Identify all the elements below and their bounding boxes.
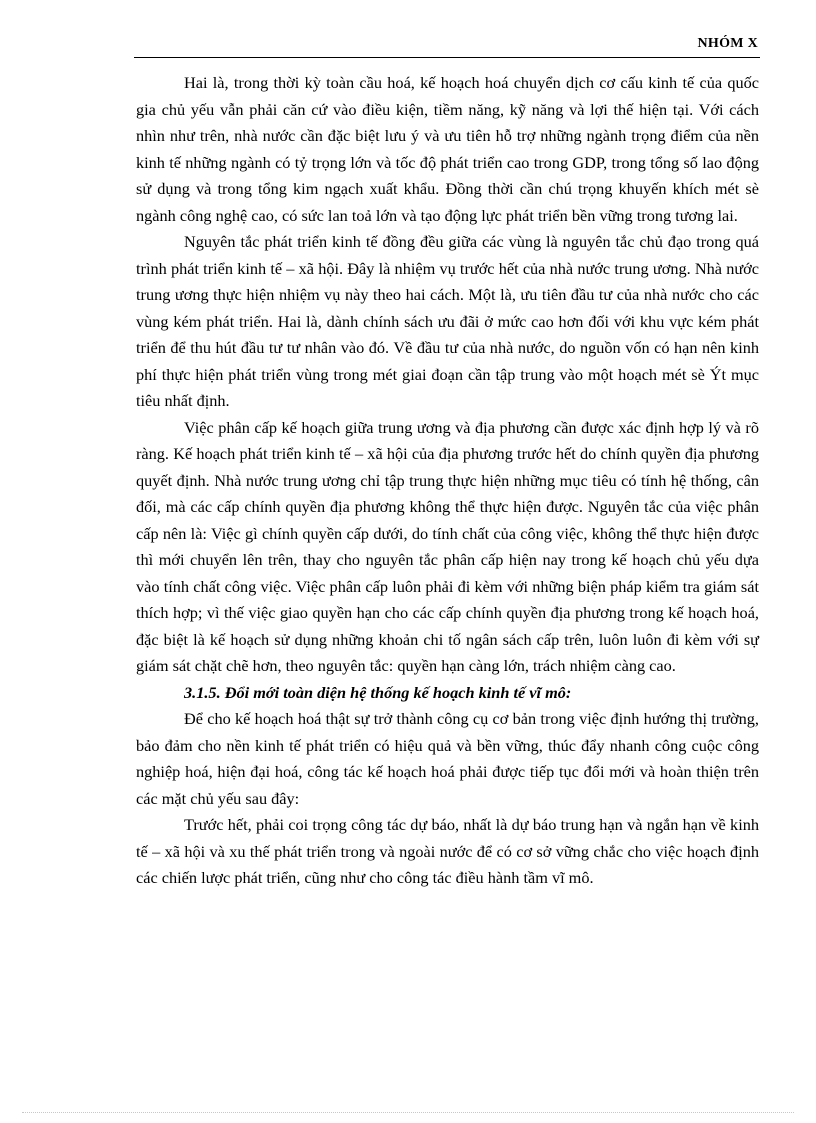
section-heading: 3.1.5. Đổi mới toàn diện hệ thống kế hoạch kinh tế vĩ mô: — [184, 682, 572, 702]
paragraph-4: Để cho kế hoạch hoá thật sự trở thành công cụ cơ bản trong việc định hướng thị trường, bảo đảm cho nền kinh tế phát triển có hiệu quả và bền vững, thúc đẩy nhanh công cuộc công nghiệp hoá, hiện đại hoá, công tác kế hoạch hoá phải được tiếp tục đổi mới và hoàn thiện trên các mặt chủ yếu sau đây: — [136, 709, 759, 808]
document-body — [136, 70, 759, 892]
paragraph-2: Nguyên tắc phát triển kinh tế đồng đều giữa các vùng là nguyên tắc chủ đạo trong quá trình phát triển kinh tế – xã hội. Đây là nhiệm vụ trước hết của nhà nước trung ương. Nhà nước trung ương thực hiện nhiệm vụ này theo hai cách. Một là, ưu tiên đầu tư của nhà nước cho các vùng kém phát triển. Hai là, dành chính sách ưu đãi ở mức cao hơn đối với khu vực kém phát triển để thu hút đầu tư tư nhân vào đó. Về đầu tư của nhà nước, do nguồn vốn có hạn nên kinh phí thực hiện phát triển vùng trong mét giai đoạn cần tập trung vào một hoạch mét sè Ýt mục tiêu nhất định. — [136, 232, 759, 410]
paragraph-5: Trước hết, phải coi trọng công tác dự báo, nhất là dự báo trung hạn và ngắn hạn về kinh tế – xã hội và xu thế phát triển trong và ngoài nước để có cơ sở vững chắc cho việc hoạch định các chiến lược phát triển, cũng như cho công tác điều hành tầm vĩ mô. — [136, 815, 759, 887]
paragraph-1: Hai là, trong thời kỳ toàn cầu hoá, kế hoạch hoá chuyển dịch cơ cấu kinh tế của quốc gia chủ yếu vẫn phải căn cứ vào điều kiện, tiềm năng, kỹ năng và lợi thế hiện tại. Với cách nhìn như trên, nhà nước cần đặc biệt lưu ý và ưu tiên hỗ trợ những ngành trọng điểm của nền kinh tế những ngành có tỷ trọng lớn và tốc độ phát triển cao trong GDP, trong tổng số lao động sử dụng và trong tổng kim ngạch xuất khẩu. Đồng thời cần chú trọng khuyến khích mét sè ngành công nghệ cao, có sức lan toả lớn và tạo động lực phát triển bền vững trong tương lai. — [136, 73, 759, 225]
paragraph-3: Việc phân cấp kế hoạch giữa trung ương và địa phương cần được xác định hợp lý và rõ ràng. Kế hoạch phát triển kinh tế – xã hội của địa phương trước hết do chính quyền địa phương quyết định. Nhà nước trung ương chỉ tập trung thực hiện những mục tiêu có tính hệ thống, cân đối, mà các cấp chính quyền địa phương không thể thực hiện được. Nguyên tắc của việc phân cấp nên là: Việc gì chính quyền cấp dưới, do tính chất của công việc, không thể thực hiện được thì mới chuyển lên trên, thay cho nguyên tắc phân cấp hiện nay trong kế hoạch chủ yếu dựa vào tính chất công việc. Việc phân cấp luôn phải đi kèm với những biện pháp kiểm tra giám sát thích hợp; vì thế việc giao quyền hạn cho các cấp chính quyền địa phương trong kế hoạch hoá, đặc biệt là kế hoạch sử dụng những khoản chi tố ngân sách cấp trên, luôn luôn đi kèm với sự giám sát chặt chẽ hơn, theo nguyên tắc: quyền hạn càng lớn, trách nhiệm càng cao. — [136, 417, 759, 675]
page-bottom-border — [22, 1112, 794, 1113]
header-rule — [134, 57, 760, 58]
header-group-label: NHÓM X — [697, 36, 758, 51]
